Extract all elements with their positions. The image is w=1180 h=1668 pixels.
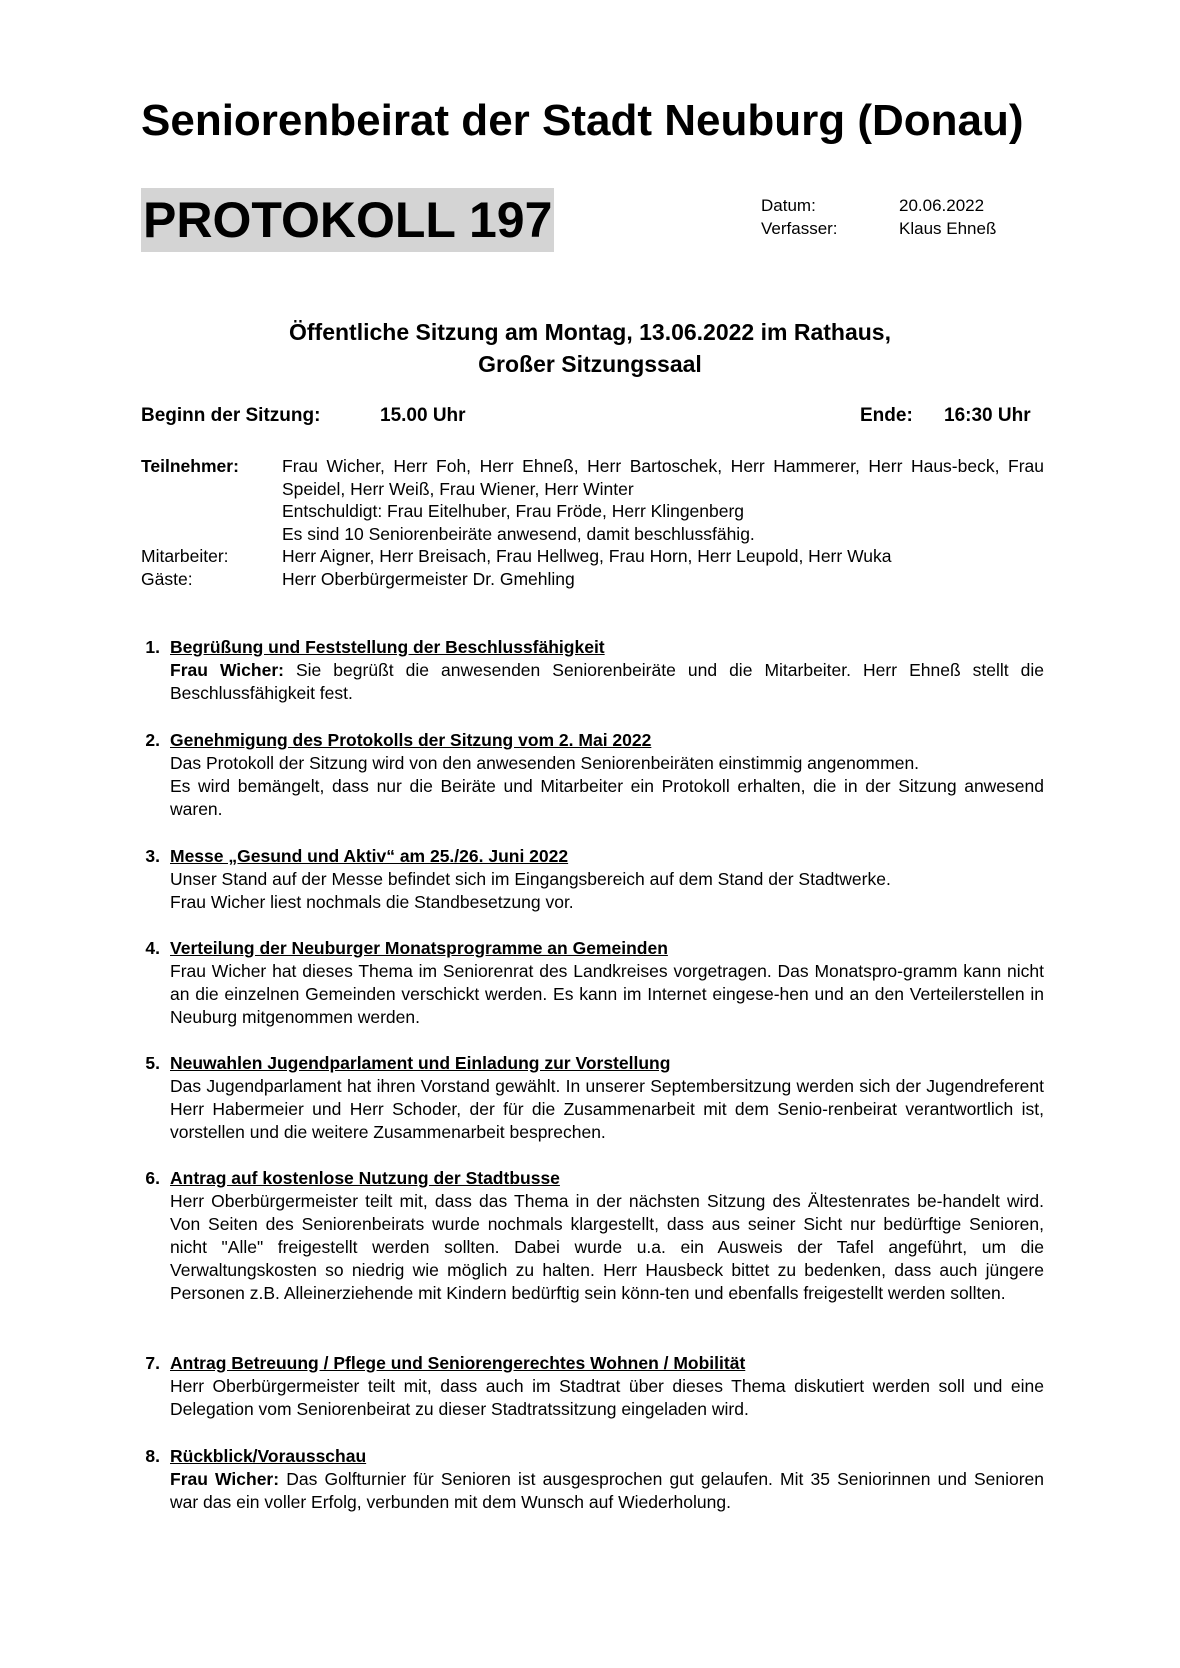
agenda-item-heading: Neuwahlen Jugendparlament und Einladung zur Vorstellung bbox=[170, 1053, 671, 1073]
agenda-item-heading: Verteilung der Neuburger Monatsprogramme an Gemeinden bbox=[170, 938, 668, 958]
organization-title: Seniorenbeirat der Stadt Neuburg (Donau) bbox=[141, 96, 1024, 145]
start-label: Beginn der Sitzung: bbox=[141, 405, 321, 426]
agenda-item-text: Frau Wicher: Sie begrüßt die anwesenden Seniorenbeiräte und die Mitarbeiter. Herr Ehneß stellt die Beschlussfähigkeit fest. bbox=[170, 660, 1044, 703]
agenda-item-number: 5. bbox=[145, 1053, 160, 1073]
agenda-item-number: 3. bbox=[145, 846, 160, 866]
excused-list: Entschuldigt: Frau Eitelhuber, Frau Fröde, Herr Klingenberg bbox=[282, 501, 745, 521]
agenda-item-heading: Antrag auf kostenlose Nutzung der Stadtbusse bbox=[170, 1168, 560, 1188]
participants-block bbox=[282, 455, 1044, 590]
agenda-item-heading: Antrag Betreuung / Pflege und Seniorengerechtes Wohnen / Mobilität bbox=[170, 1353, 746, 1373]
start-time: 15.00 Uhr bbox=[380, 405, 466, 426]
agenda-item-text: Frau Wicher: Das Golfturnier für Senioren ist ausgesprochen gut gelaufen. Mit 35 Seniorinnen und Senioren war das ein voller Erfolg, verbunden mit dem Wunsch auf Wiederholung. bbox=[170, 1469, 1044, 1512]
speaker-name: Frau Wicher: bbox=[170, 1469, 280, 1489]
date-label: Datum: bbox=[761, 196, 816, 215]
guests-list: Herr Oberbürgermeister Dr. Gmehling bbox=[282, 568, 575, 589]
author-label: Verfasser: bbox=[761, 219, 838, 238]
agenda-item-text-line: Das Protokoll der Sitzung wird von den anwesenden Seniorenbeiräten einstimmig angenommen. bbox=[170, 753, 920, 773]
staff-label: Mitarbeiter: bbox=[141, 546, 229, 566]
end-time: 16:30 Uhr bbox=[944, 405, 1031, 426]
agenda-item-text-line: Unser Stand auf der Messe befindet sich im Eingangsbereich auf dem Stand der Stadtwerke. bbox=[170, 869, 891, 889]
staff-list: Herr Aigner, Herr Breisach, Frau Hellweg, Frau Horn, Herr Leupold, Herr Wuka bbox=[282, 546, 892, 566]
agenda-item-text-line: Frau Wicher liest nochmals die Standbesetzung vor. bbox=[170, 892, 574, 912]
date-value: 20.06.2022 bbox=[899, 196, 985, 215]
guests-label: Gäste: bbox=[141, 568, 193, 589]
participants-list: Frau Wicher, Herr Foh, Herr Ehneß, Herr Bartoschek, Herr Hammerer, Herr Haus-beck, Frau Speidel, Herr Weiß, Frau Wiener, Herr Winter bbox=[282, 456, 1044, 499]
agenda-item-number: 2. bbox=[145, 730, 160, 750]
agenda-item-heading: Rückblick/Vorausschau bbox=[170, 1446, 367, 1466]
quorum-note: Es sind 10 Seniorenbeiräte anwesend, damit beschlussfähig. bbox=[282, 523, 755, 544]
agenda-item-heading: Genehmigung des Protokolls der Sitzung vom 2. Mai 2022 bbox=[170, 730, 652, 750]
agenda-item-text: Das Jugendparlament hat ihren Vorstand gewählt. In unserer Septembersitzung werden sich der Jugendreferent Herr Habermeier und Herr Schoder, der für die Zusammenarbeit mit dem Senio-renbeirat verantwortlich ist, vorstellen und die weitere Zusammenarbeit besprechen. bbox=[170, 1076, 1044, 1142]
agenda-item-heading: Begrüßung und Feststellung der Beschlussfähigkeit bbox=[170, 637, 605, 657]
protocol-title: PROTOKOLL 197 bbox=[141, 188, 554, 252]
agenda-item-number: 4. bbox=[145, 938, 160, 958]
speaker-name: Frau Wicher: bbox=[170, 660, 284, 680]
agenda-item-number: 7. bbox=[145, 1353, 160, 1373]
session-headline bbox=[0, 316, 1180, 380]
author-value: Klaus Ehneß bbox=[899, 219, 997, 238]
end-label: Ende: bbox=[860, 405, 913, 426]
agenda-item-number: 6. bbox=[145, 1168, 160, 1188]
agenda-item-text: Herr Oberbürgermeister teilt mit, dass auch im Stadtrat über dieses Thema diskutiert werden soll und eine Delegation vom Seniorenbeirat zu dieser Stadtratssitzung eingeladen wird. bbox=[170, 1376, 1044, 1419]
session-headline-line1: Öffentliche Sitzung am Montag, 13.06.2022 im Rathaus, bbox=[289, 319, 891, 345]
agenda-item-text: Herr Oberbürgermeister teilt mit, dass das Thema in der nächsten Sitzung des Ältestenrates be-handelt wird. Von Seiten des Seniorenbeirats wurde nochmals klargestellt, dass aus seiner Sicht nur bedürftige Senioren, nicht "Alle" freigestellt werden sollten. Dabei wurde u.a. ein Ausweis der Tafel angeführt, um die Verwaltungskosten so niedrig wie möglich zu halten. Herr Hausbeck bittet zu bedenken, dass auch jüngere Personen z.B. Alleinerziehende mit Kindern bedürftig sein könn-ten und ebenfalls freigestellt werden sollten. bbox=[170, 1191, 1044, 1303]
participants-label: Teilnehmer: bbox=[141, 456, 239, 476]
agenda-item-number: 1. bbox=[145, 637, 160, 657]
agenda-item-number: 8. bbox=[145, 1446, 160, 1466]
agenda-item-text: Frau Wicher hat dieses Thema im Seniorenrat des Landkreises vorgetragen. Das Monatspro-gramm kann nicht an die einzelnen Gemeinden verschickt werden. Es kann im Internet eingese-hen und an den Verteilerstellen in Neuburg mitgenommen werden. bbox=[170, 961, 1044, 1027]
session-headline-line2: Großer Sitzungssaal bbox=[478, 351, 702, 377]
agenda-item-text: Es wird bemängelt, dass nur die Beiräte und Mitarbeiter ein Protokoll erhalten, die in der Sitzung anwesend waren. bbox=[170, 776, 1044, 819]
agenda-item-heading: Messe „Gesund und Aktiv“ am 25./26. Juni 2022 bbox=[170, 846, 569, 866]
